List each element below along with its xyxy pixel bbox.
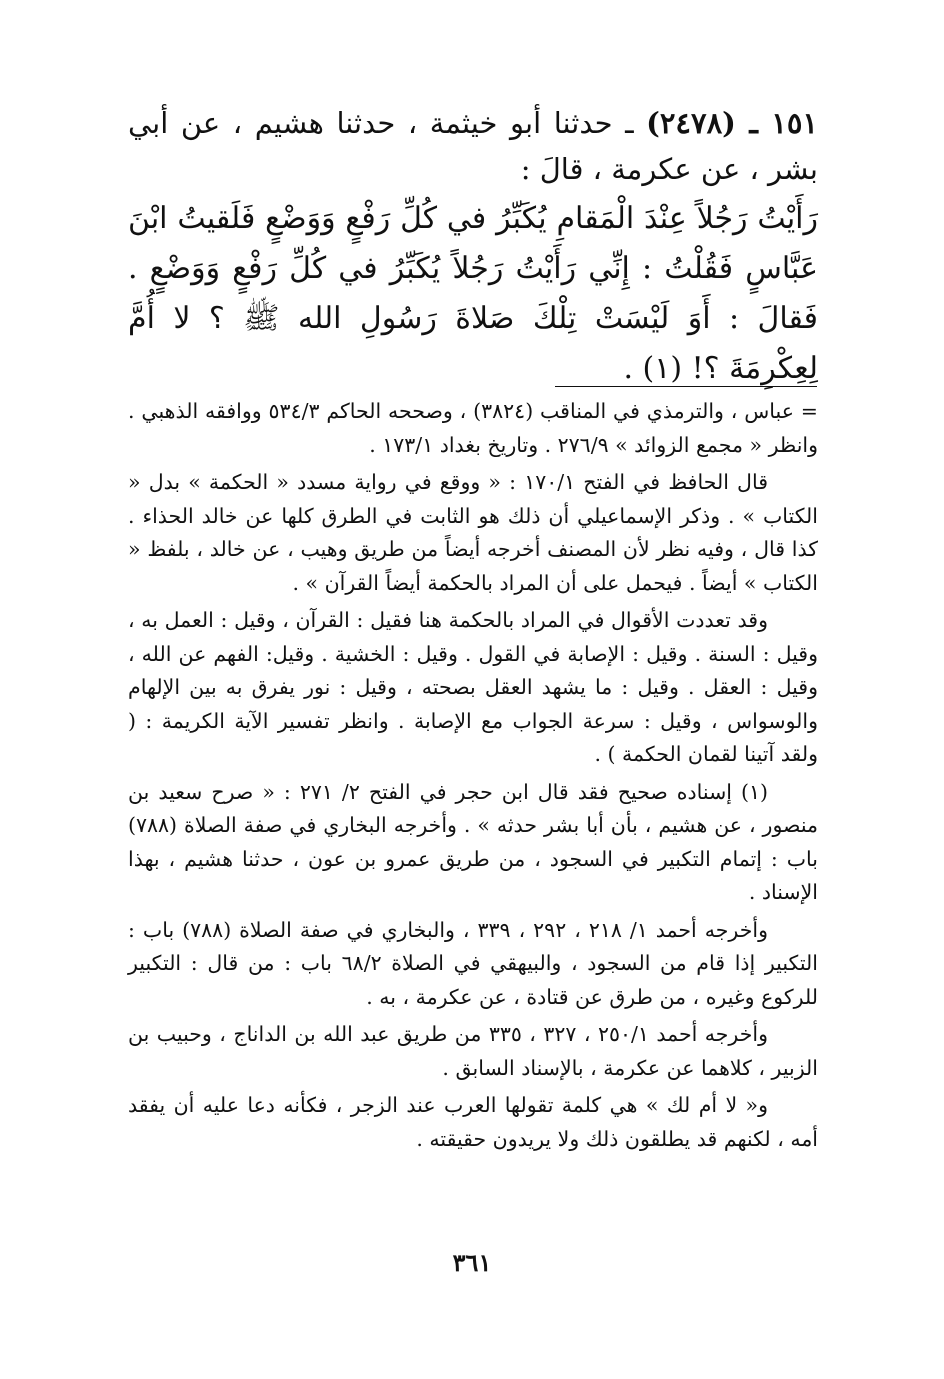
footnotes: [128, 395, 818, 1160]
hadith-block: [128, 100, 818, 394]
hadith-matn: رَأَيْتُ رَجُلاً عِنْدَ الْمَقامِ يُكَبِّرُ في كُلِّ رَفْعٍ وَوَضْعٍ فَلَقيتُ ابْنَ عَبَّاسٍ فَقُلْتُ : إِنِّي رَأَيْتُ رَجُلاً يُكَبِّرُ في كُلِّ رَفْعٍ وَوَضْعٍ . فَقالَ : أَوَ لَيْسَتْ تِلْكَ صَلاةَ رَسُولِ الله ﷺ ؟ لا أُمَّ لِعِكْرِمَةَ ؟! (١) .: [128, 201, 818, 386]
footnote-paragraph: و« لا أم لك » هي كلمة تقولها العرب عند الزجر ، فكأنه دعا عليه أن يفقد أمه ، لكنهم قد يطلقون ذلك ولا يريدون حقيقته .: [128, 1093, 818, 1151]
footnote-paragraph: وقد تعددت الأقوال في المراد بالحكمة هنا فقيل : القرآن ، وقيل : العمل به ، وقيل : السنة . وقيل : الإصابة في القول . وقيل : الخشية . وقيل: الفهم عن الله ، وقيل : العقل . وقيل : ما يشهد العقل بصحته ، وقيل : نور يفرق به بين الإلهام والوسواس ، وقيل : سرعة الجواب مع الإصابة . وانظر تفسير الآية الكريمة : ( ولقد آتينا لقمان الحكمة ) .: [128, 608, 818, 766]
footnote-continuation: = عباس ، والترمذي في المناقب (٣٨٢٤) ، وصححه الحاكم ٥٣٤/٣ ووافقه الذهبي . وانظر « مجمع الزوائد » ٢٧٦/٩ . وتاريخ بغداد ١٧٣/١ .: [128, 399, 818, 457]
hadith-isnad-paragraph: [128, 100, 818, 192]
footnote-separator: [555, 386, 817, 387]
footnote-paragraph: قال الحافظ في الفتح ١٧٠/١ : « ووقع في رواية مسدد « الحكمة » بدل « الكتاب » . وذكر الإسماعيلي أن ذلك هو الثابت في الطرق كلها عن خالد الحذاء . كذا قال ، وفيه نظر لأن المصنف أخرجه أيضاً من طريق وهيب ، عن خالد ، بلفظ « الكتاب » أيضاً . فيحمل على أن المراد بالحكمة أيضاً القرآن » .: [128, 470, 818, 595]
footnote-paragraph: وأخرجه أحمد ١/ ٢١٨ ، ٢٩٢ ، ٣٣٩ ، والبخاري في صفة الصلاة (٧٨٨) باب : التكبير إذا قام من السجود ، والبيهقي في الصلاة ٦٨/٢ باب : من قال : التكبير للركوع وغيره ، من طرق عن قتادة ، عن عكرمة ، به .: [128, 917, 818, 1009]
footnote-paragraph: وأخرجه أحمد ٢٥٠/١ ، ٣٢٧ ، ٣٣٥ من طريق عبد الله بن الداناج ، وحبيب بن الزبير ، كلاهما عن عكرمة ، بالإسناد السابق .: [128, 1022, 818, 1080]
hadith-isnad: ـ حدثنا أبو خيثمة ، حدثنا هشيم ، عن أبي بشر ، عن عكرمة ، قالَ :: [128, 106, 818, 186]
footnote-paragraph: (١) إسناده صحيح فقد قال ابن حجر في الفتح ٢/ ٢٧١ : « صرح سعيد بن منصور ، عن هشيم ، بأن أبا بشر حدثه » . وأخرجه البخاري في صفة الصلاة (٧٨٨) باب : إتمام التكبير في السجود ، من طريق عمرو بن عون ، حدثنا هشيم ، بهذا الإسناد .: [128, 779, 818, 904]
page-number: ٣٦١: [452, 1248, 492, 1277]
hadith-number: ١٥١ ـ (٢٤٧٨): [646, 106, 818, 140]
